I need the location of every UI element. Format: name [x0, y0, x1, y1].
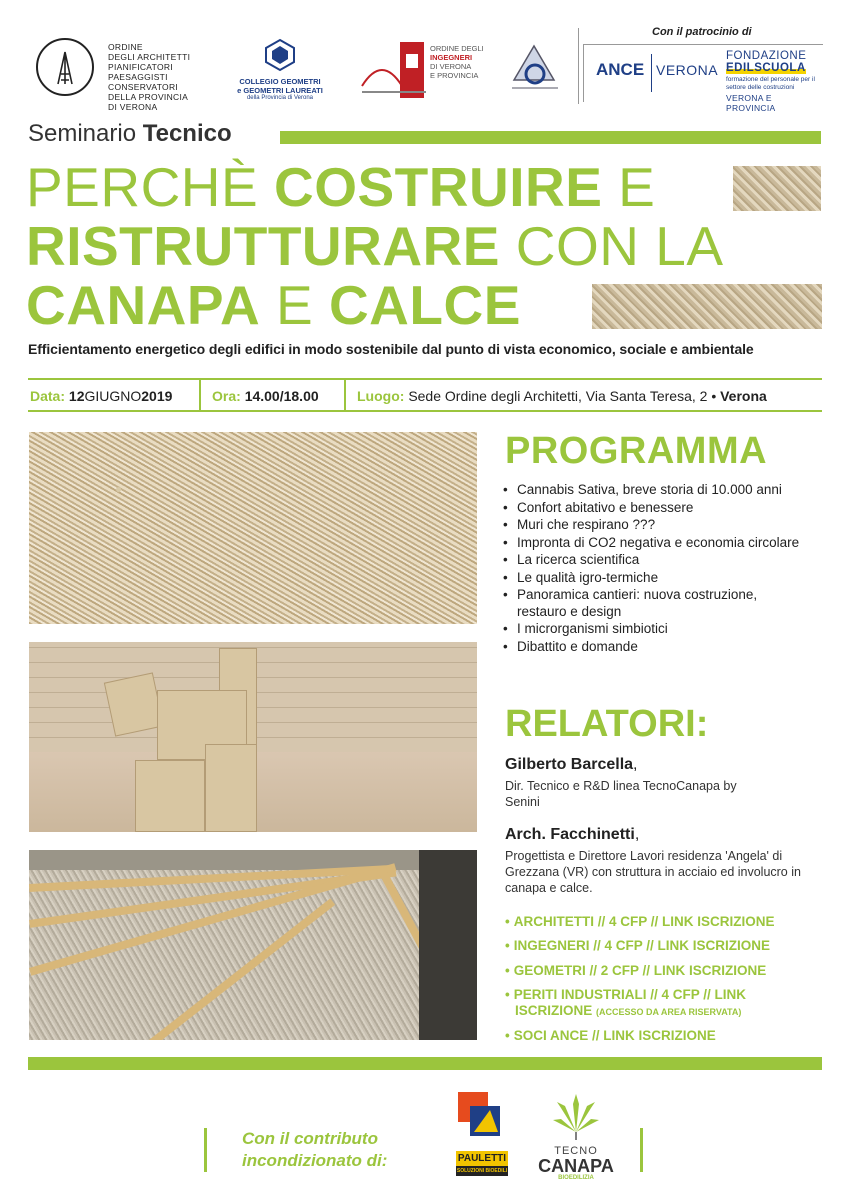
photo-dark-corner [419, 850, 477, 1040]
program-item: • Dibattito e domande [503, 639, 803, 656]
program-item: • Muri che respirano ??? [503, 517, 803, 534]
logo-ordine-ingegneri [360, 40, 490, 102]
ingegneri-text: ORDINE DEGLI INGEGNERI DI VERONA E PROVINCIA [430, 44, 484, 80]
tecno-label: TECNO [554, 1145, 598, 1157]
ance-name: ANCE [596, 60, 645, 79]
title-texture-1 [733, 166, 821, 211]
registration-ingegneri[interactable]: • INGEGNERI // 4 CFP // LINK ISCRIZIONE [505, 938, 771, 953]
program-item: • La ricerca scientifica [503, 552, 803, 569]
title-texture-2 [592, 284, 822, 329]
title-line-1: PERCHÈ COSTRUIRE E [26, 156, 656, 218]
logo-periti-industriali [508, 40, 562, 102]
footer-separator [640, 1128, 643, 1172]
ingegneri-emblem-icon [360, 40, 428, 100]
canapa-label: CANAPA [538, 1156, 614, 1176]
architetti-emblem-icon [36, 38, 94, 96]
hemp-leaf-icon [551, 1092, 601, 1140]
geometri-emblem-icon [263, 38, 297, 72]
registration-architetti[interactable]: • ARCHITETTI // 4 CFP // LINK ISCRIZIONE [505, 914, 775, 929]
program-item: • Le qualità igro-termiche [503, 570, 803, 587]
pauletti-emblem-icon [456, 1088, 508, 1148]
bioedilizia-label: BIOEDILIZIA [558, 1175, 594, 1181]
info-date: Data: 12GIUGNO2019 [30, 388, 173, 404]
info-separator [344, 379, 346, 411]
footer-green-bar [28, 1057, 822, 1070]
architetti-text: ORDINE DEGLI ARCHITETTI PIANIFICATORI PAESAGGISTI CONSERVATORI DELLA PROVINCIA DI VERONA [108, 42, 191, 112]
seminar-kicker: Seminario Tecnico [28, 120, 232, 147]
registration-soci-ance[interactable]: • SOCI ANCE // LINK ISCRIZIONE [505, 1028, 716, 1043]
logo-tecnocanapa [536, 1092, 616, 1182]
kicker-green-bar [280, 131, 821, 144]
program-item: • Panoramica cantieri: nuova costruzione, restauro e design [503, 587, 803, 620]
title-line-2: RISTRUTTURARE CON LA [26, 215, 724, 277]
fondazione-title: FONDAZIONE EDILSCUOLA [726, 50, 807, 74]
info-time: Ora: 14.00/18.00 [212, 388, 319, 404]
photo-hemp-blocks [29, 642, 477, 832]
photo-block [205, 744, 257, 832]
registration-geometri[interactable]: • GEOMETRI // 2 CFP // LINK ISCRIZIONE [505, 963, 767, 978]
pauletti-sub: SOLUZIONI BIOEDILI [456, 1168, 508, 1174]
patrocinio-label: Con il patrocinio di [652, 26, 752, 38]
ance-city: VERONA [656, 62, 719, 78]
photo-block [135, 760, 205, 832]
registration-periti[interactable]: • PERITI INDUSTRIALI // 4 CFP // LINK ISCRIZIONE (ACCESSO DA AREA RISERVATA) [505, 987, 747, 1018]
periti-emblem-icon [508, 40, 562, 102]
fondazione-place: VERONA E PROVINCIA [726, 93, 776, 113]
patrocinio-divider [578, 28, 579, 104]
seminar-subtitle: Efficientamento energetico degli edifici in modo sostenibile dal punto di vista economico, sociale e ambientale [28, 341, 754, 357]
program-item: • Cannabis Sativa, breve storia di 10.000 anni [503, 482, 803, 499]
logo-ance-edilscuola [583, 44, 823, 113]
program-item: • Confort abitativo e benessere [503, 500, 803, 517]
footer-separator [204, 1128, 207, 1172]
speaker-2: Arch. Facchinetti, Progettista e Direttore Lavori residenza 'Angela' di Grezzana (VR) con struttura in acciaio ed involucro in canapa e calce. [505, 826, 801, 895]
logo-pauletti [456, 1088, 508, 1180]
info-separator [199, 379, 201, 411]
logo-collegio-geometri: COLLEGIO GEOMETRI e GEOMETRI LAUREATI della Provincia di Verona [220, 38, 340, 101]
program-list [503, 482, 803, 656]
pauletti-name: PAULETTI [457, 1153, 507, 1164]
ance-divider [651, 54, 652, 92]
photo-hemp-wall [29, 432, 477, 624]
program-item: • I microrganismi simbiotici [503, 621, 803, 638]
photo-hemp-floor [29, 850, 477, 1040]
fondazione-subtitle: formazione del personale per il settore delle costruzioni [726, 76, 815, 91]
contributor-label: Con il contributo incondizionato di: [242, 1129, 388, 1170]
program-item: • Impronta di CO2 negativa e economia circolare [503, 535, 803, 552]
title-line-3: CANAPA E CALCE [26, 274, 521, 336]
info-place: Luogo: Sede Ordine degli Architetti, Via Santa Teresa, 2 • Verona [357, 388, 767, 404]
speaker-1: Gilberto Barcella, Dir. Tecnico e R&D linea TecnoCanapa by Senini [505, 756, 737, 809]
speakers-heading: RELATORI: [505, 703, 709, 745]
program-heading: PROGRAMMA [505, 430, 768, 472]
